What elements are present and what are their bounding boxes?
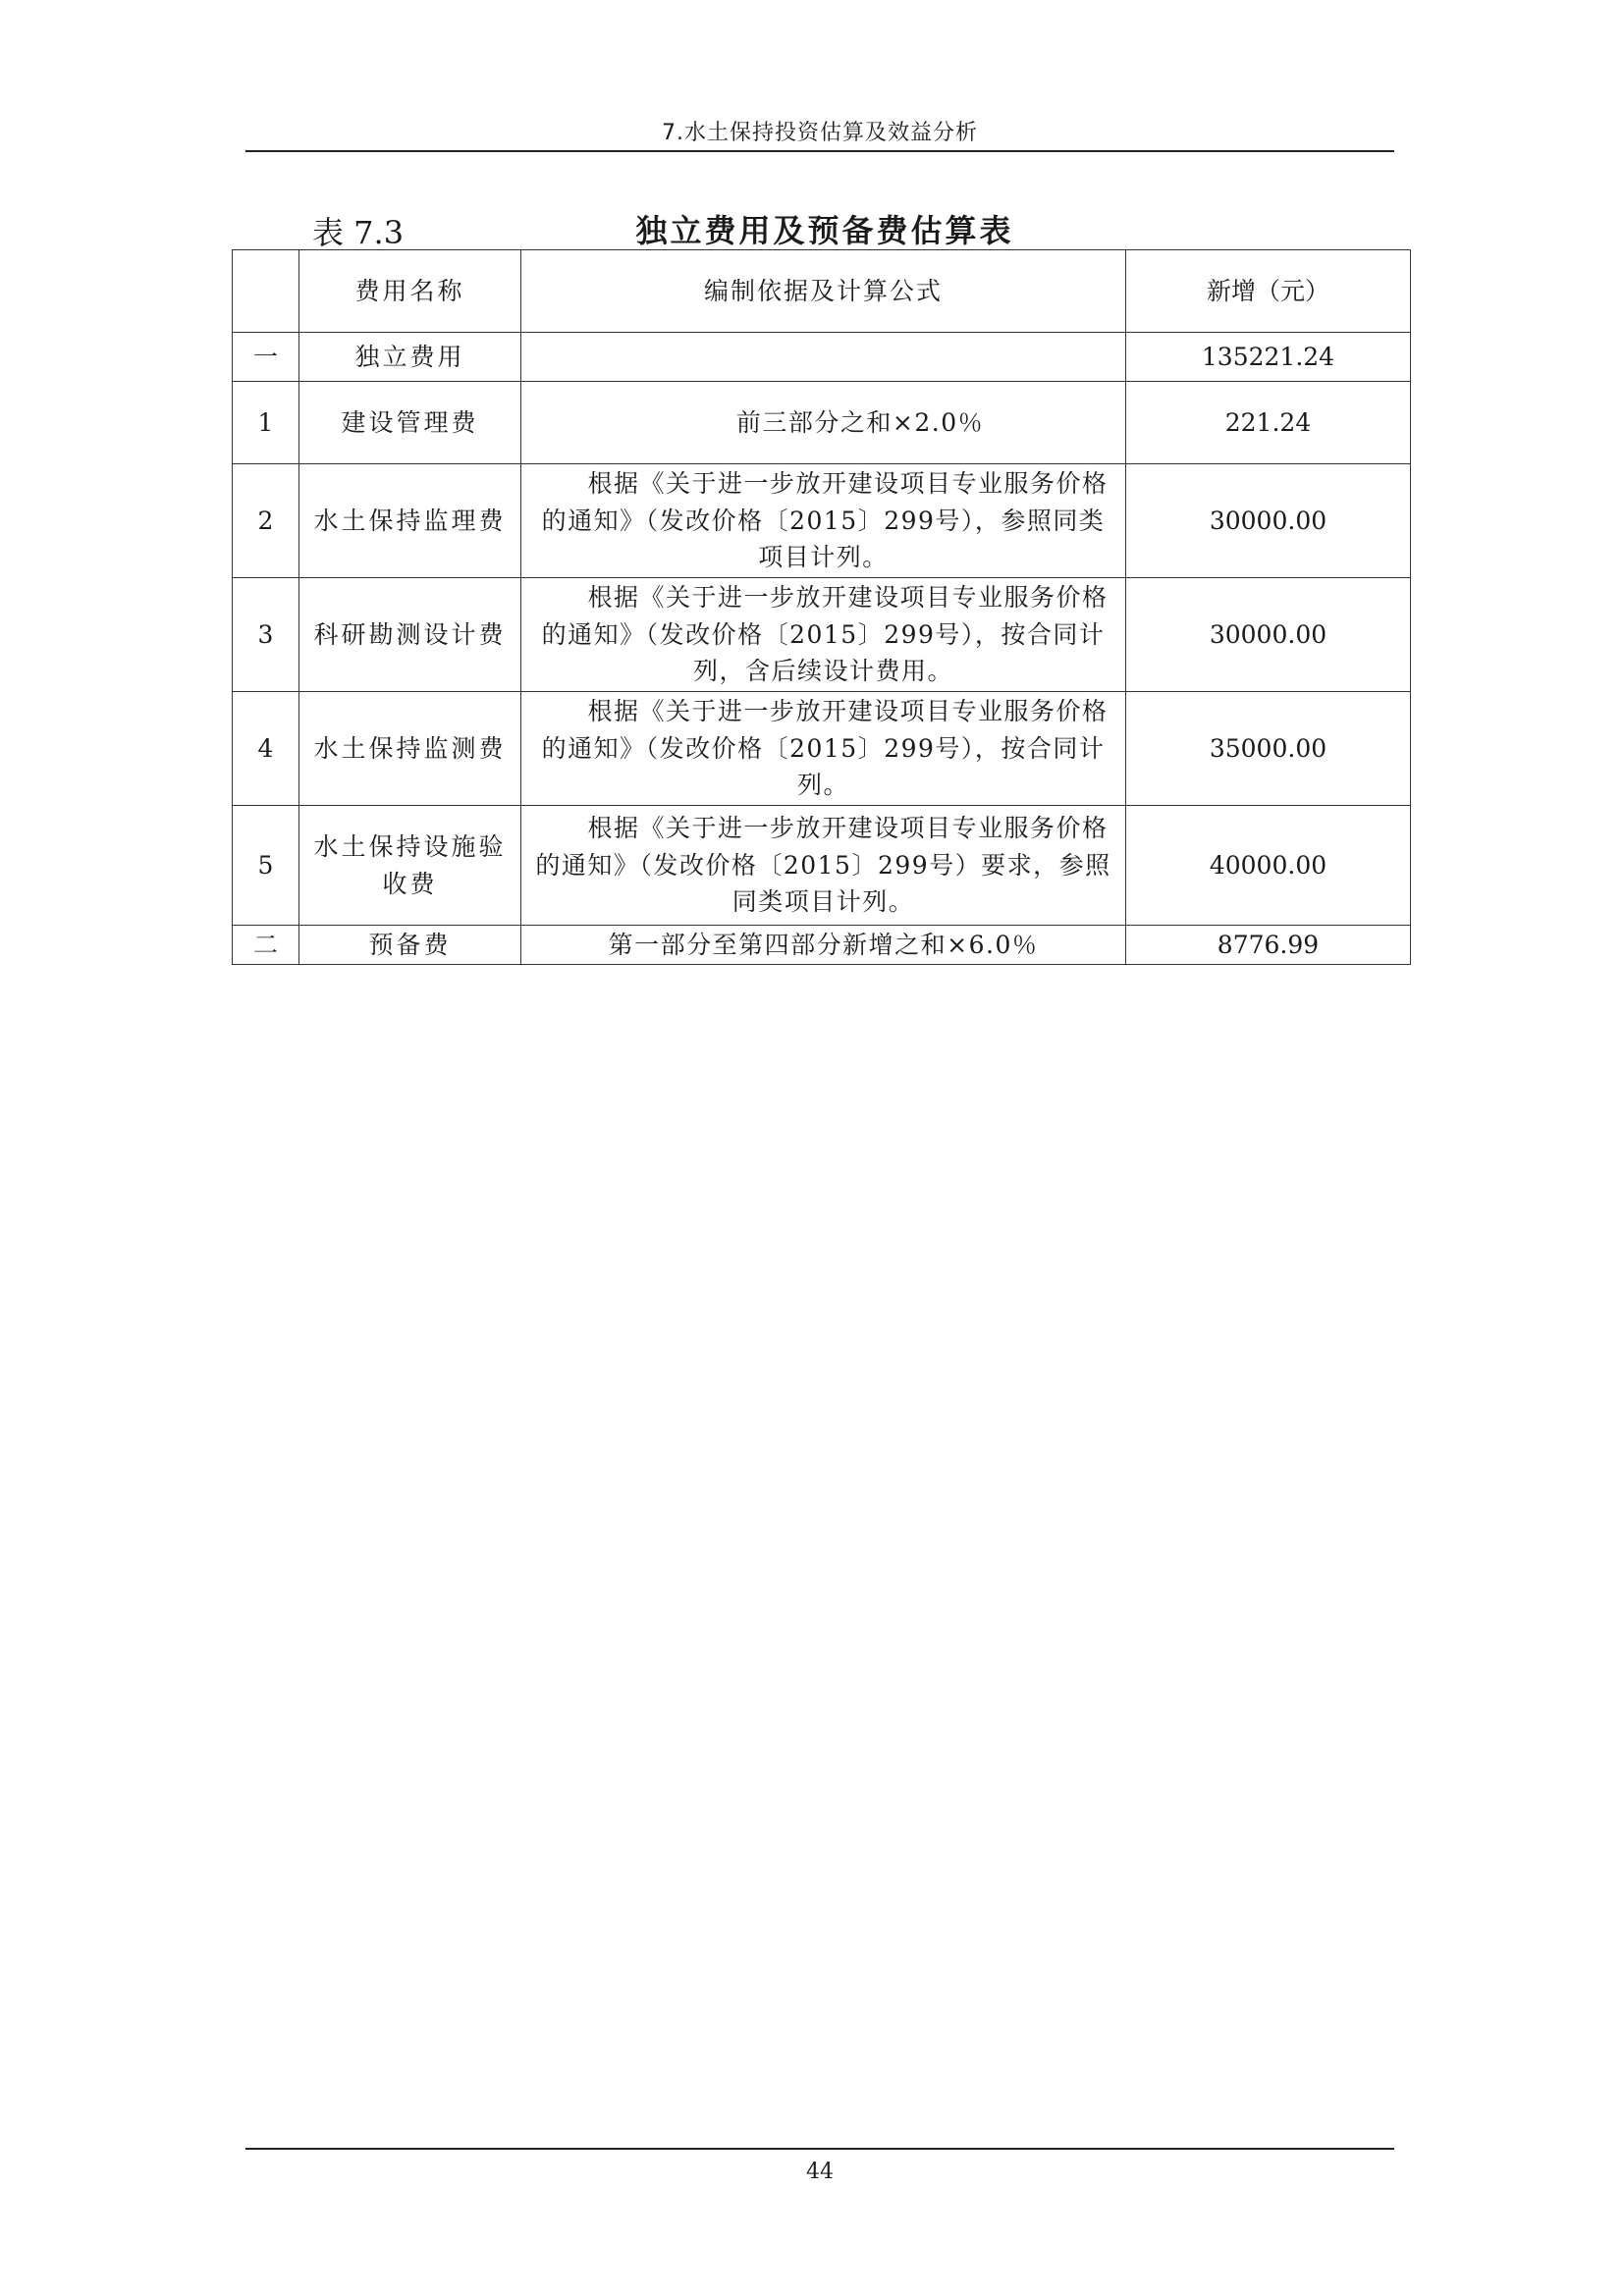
row-amount: 8776.99 [1126,926,1411,965]
cost-estimate-table [232,249,1411,965]
row-amount: 35000.00 [1126,692,1411,806]
row-name: 水土保持监理费 [299,464,521,578]
footer-divider [245,2148,1394,2150]
row-basis: 第一部分至第四部分新增之和×6.0％ [521,926,1126,965]
row-basis: 根据《关于进一步放开建设项目专业服务价格的通知》（发改价格〔2015〕299号），参照同类项目计列。 [521,464,1126,578]
table-row [233,464,1411,578]
row-basis: 前三部分之和×2.0％ [521,382,1126,464]
page-number: 44 [806,2160,834,2184]
row-basis: 根据《关于进一步放开建设项目专业服务价格的通知》（发改价格〔2015〕299号），按合同计列。 [521,692,1126,806]
header-cell-basis: 编制依据及计算公式 [521,250,1126,333]
table-row [233,806,1411,926]
row-amount: 40000.00 [1126,806,1411,926]
table-row [233,382,1411,464]
row-amount: 221.24 [1126,382,1411,464]
row-basis: 根据《关于进一步放开建设项目专业服务价格的通知》（发改价格〔2015〕299号）要求，参照同类项目计列。 [521,806,1126,926]
row-amount: 135221.24 [1126,333,1411,382]
row-no: 3 [233,578,299,692]
row-name: 水土保持设施验收费 [299,806,521,926]
row-name: 水土保持监测费 [299,692,521,806]
table-title: 独立费用及预备费估算表 [635,212,1014,249]
row-basis: 根据《关于进一步放开建设项目专业服务价格的通知》（发改价格〔2015〕299号），按合同计列，含后续设计费用。 [521,578,1126,692]
table-row [233,692,1411,806]
table-row [233,926,1411,965]
row-amount: 30000.00 [1126,578,1411,692]
row-no: 5 [233,806,299,926]
header-cell-name: 费用名称 [299,250,521,333]
row-no: 1 [233,382,299,464]
table-row [233,578,1411,692]
table-caption: 表 7.3 [312,214,405,251]
row-no: 4 [233,692,299,806]
row-amount: 30000.00 [1126,464,1411,578]
row-name: 科研勘测设计费 [299,578,521,692]
row-name: 预备费 [299,926,521,965]
row-name: 建设管理费 [299,382,521,464]
header-cell-no [233,250,299,333]
row-no: 二 [233,926,299,965]
header-divider [245,150,1394,152]
row-no: 一 [233,333,299,382]
running-header: 7.水土保持投资估算及效益分析 [662,121,978,145]
table-row [233,333,1411,382]
row-name: 独立费用 [299,333,521,382]
header-cell-amount: 新增（元） [1126,250,1411,333]
table-header-row [233,250,1411,333]
row-basis [521,333,1126,382]
row-no: 2 [233,464,299,578]
